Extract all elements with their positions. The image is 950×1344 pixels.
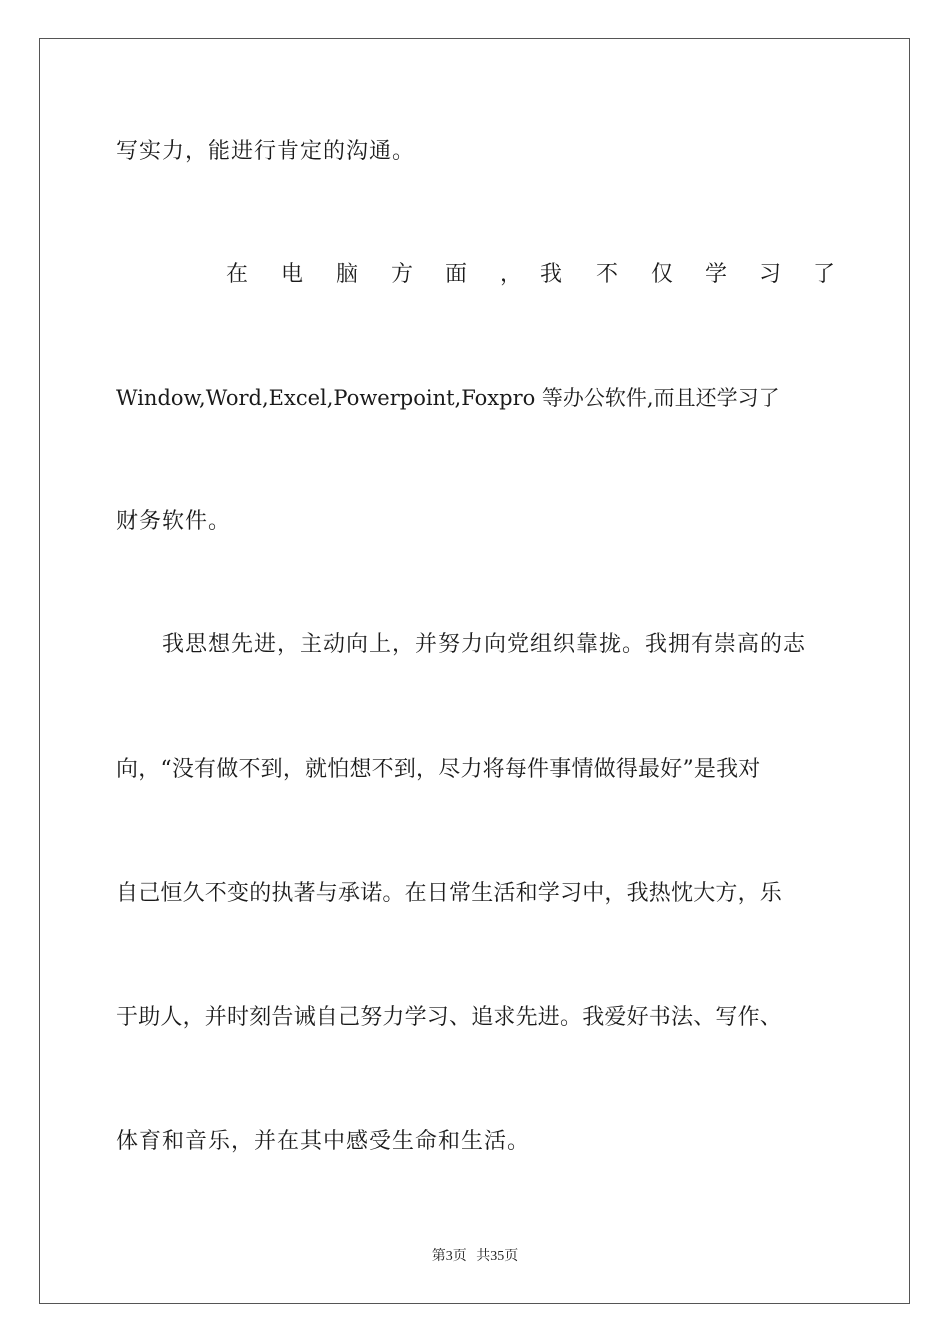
spread-char: 仅 — [651, 262, 674, 287]
text-line-4: 我思想先进，主动向上，并努力向党组织靠拢。我拥有崇高的志 — [162, 632, 807, 657]
current-page-label: 第3页 — [431, 1249, 467, 1264]
text-line-7: 于助人，并时刻告诫自己努力学习、追求先进。我爱好书法、写作、 — [116, 1005, 783, 1030]
page-footer — [0, 1245, 950, 1265]
spread-char: 我 — [540, 262, 563, 287]
spread-char: 了 — [813, 262, 836, 287]
spread-char: 不 — [596, 262, 619, 287]
spread-char: 在 — [226, 262, 249, 287]
text-line-5: 向，“没有做不到，就怕想不到，尽力将每件事情做得最好”是我对 — [116, 757, 761, 782]
text-line-8: 体育和音乐，并在其中感受生命和生活。 — [116, 1129, 531, 1154]
spread-char: 电 — [281, 262, 304, 287]
text-line-spread — [116, 260, 836, 290]
total-pages-label: 共35页 — [476, 1249, 519, 1264]
text-line-6: 自己恒久不变的执著与承诺。在日常生活和学习中，我热忱大方，乐 — [116, 881, 783, 906]
spread-char: 面 — [445, 262, 468, 287]
text-line-2: Window,Word,Excel,Powerpoint,Foxpro 等办公软件,而且还学习了 — [116, 386, 780, 410]
spread-char: 习 — [759, 262, 782, 287]
spread-char: 学 — [705, 262, 728, 287]
spread-char: ， — [500, 262, 523, 287]
text-line-3: 财务软件。 — [116, 509, 232, 534]
page-frame — [39, 38, 910, 1304]
spread-char: 方 — [391, 262, 414, 287]
text-line-1: 写实力，能进行肯定的沟通。 — [116, 139, 416, 164]
spread-char: 脑 — [336, 262, 359, 287]
